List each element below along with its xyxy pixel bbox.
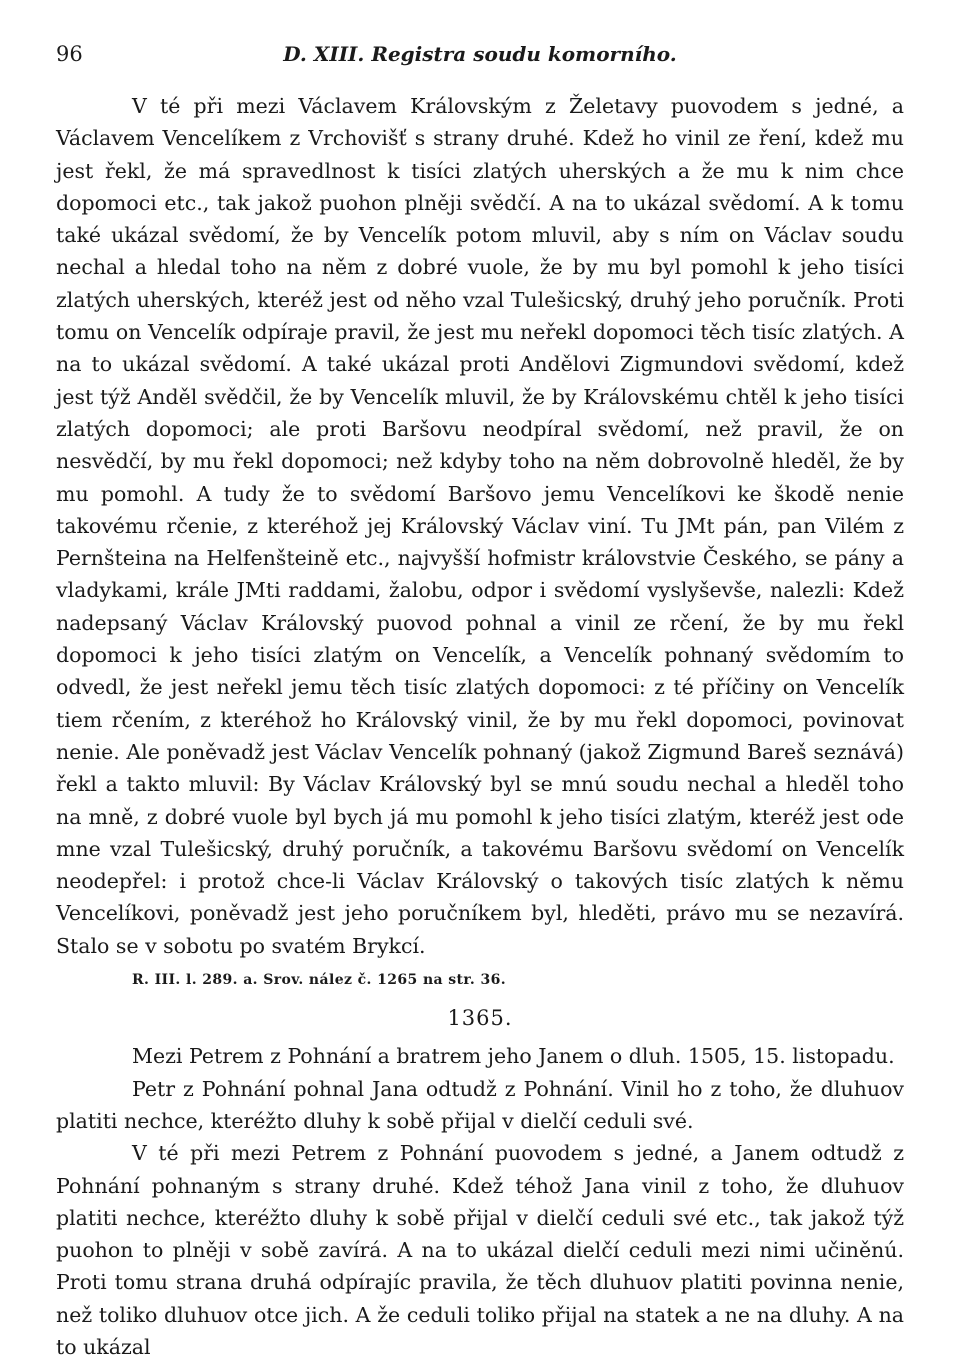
body-text [56,90,904,1363]
page-number: 96 [56,42,83,66]
paragraph: Petr z Pohnání pohnal Jana odtudž z Pohnání. Vinil ho z toho, že dluhuov platiti nechce, kteréžto dluhy k sobě přijal v dielčí ceduli své. [56,1076,904,1133]
entry-number: 1365. [447,1006,513,1031]
citation: R. III. l. 289. a. Srov. nález č. 1265 na str. 36. [132,972,507,989]
paragraph: V té při mezi Petrem z Pohnání puovodem s jedné, a Janem odtudž z Pohnání pohnaným s strany druhé. Kdež téhož Jana vinil z toho, že dluhuov platiti nechce, kteréžto dluhy k sobě přijal v dielčí ceduli své etc., tak jakož týž puohon to plněji v sobě zavírá. A na to ukázal dielčí ceduli mezi nimi učiněnú. Proti tomu strana druhá odpírajíc pravila, že těch dluhuov platiti povinna nenie, než toliko dluhuov otce jich. A že ceduli toliko přijal na statek a ne na dluhy. A na to ukázal [56,1141,904,1359]
entry-heading: Mezi Petrem z Pohnání a bratrem jeho Janem o dluh. 1505, 15. listopadu. [132,1044,895,1069]
running-title: D. XIII. Registra soudu komorního. [283,42,677,66]
paragraph: V té při mezi Václavem Královským z Želetavy puovodem s jedné, a Václavem Vencelíkem z Vrchovišť s strany druhé. Kdež ho vinil ze ření, kdež mu jest řekl, že má spravedlnost k tisíci zlatých uherských a že mu k nim chce dopomoci etc., tak jakož puohon plněji svědčí. A na to ukázal svědomí. A k tomu také ukázal svědomí, že by Vencelík potom mluvil, aby s ním on Václav soudu nechal a hledal toho na něm z dobré vuole, že by mu byl pomohl k jeho tisíci zlatých uherských, kteréž jest od něho vzal Tulešicský, druhý jeho poručník. Proti tomu on Vencelík odpíraje pravil, že jest mu neřekl dopomoci těch tisíc zlatých. A na to ukázal svědomí. A také ukázal proti Andělovi Zigmundovi svědomí, kdež jest týž Anděl svědčil, že by Vencelík mluvil, že by Královskému chtěl k jeho tisíci zlatých dopomoci; ale proti Baršovu neodpíral svědomí, než pravil, že on nesvědčí, by mu řekl dopomoci; než kdyby toho na něm dobrovolně hleděl, že by mu pomohl. A tudy že to svědomí Baršovo jemu Vencelíkovi ke škodě nenie takovému rčenie, z kteréhož jej Královský Václav viní. Tu JMt pán, pan Vilém z Pernšteina na Helfenšteině etc., najvyšší hofmistr královstvie Českého, se pány a vladykami, krále JMti raddami, žalobu, odpor i svědomí vyslyševše, nalezli: Kdež nadepsaný Václav Královský puovod pohnal a vinil ze rčení, že by mu řekl dopomoci k jeho tisíci zlatým on Vencelík, a Vencelík pohnaný svědomím to odvedl, že jest neřekl jemu těch tisíc zlatých dopomoci: z té příčiny on Vencelík tiem rčením, z kteréhož ho Královský vinil, že by mu řekl dopomoci, povinovat nenie. Ale poněvadž jest Václav Vencelík pohnaný (jakož Zigmund Bareš seznává) řekl a takto mluvil: By Václav Královský byl se mnú soudu nechal a hleděl toho na mně, z dobré vuole byl bych já mu pomohl k jeho tisíci zlatým, kteréž jest ode mne vzal Tulešicský, druhý poručník, a takovému Baršovu svědomí on Vencelík neodepřel: i protož chce-li Václav Královský o takových tisíc zlatých k němu Vencelíkovi, poněvadž jest jeho poručníkem byl, hleděti, právo mu se nezavírá. Stalo se v sobotu po svatém Brykcí. [56,94,904,958]
